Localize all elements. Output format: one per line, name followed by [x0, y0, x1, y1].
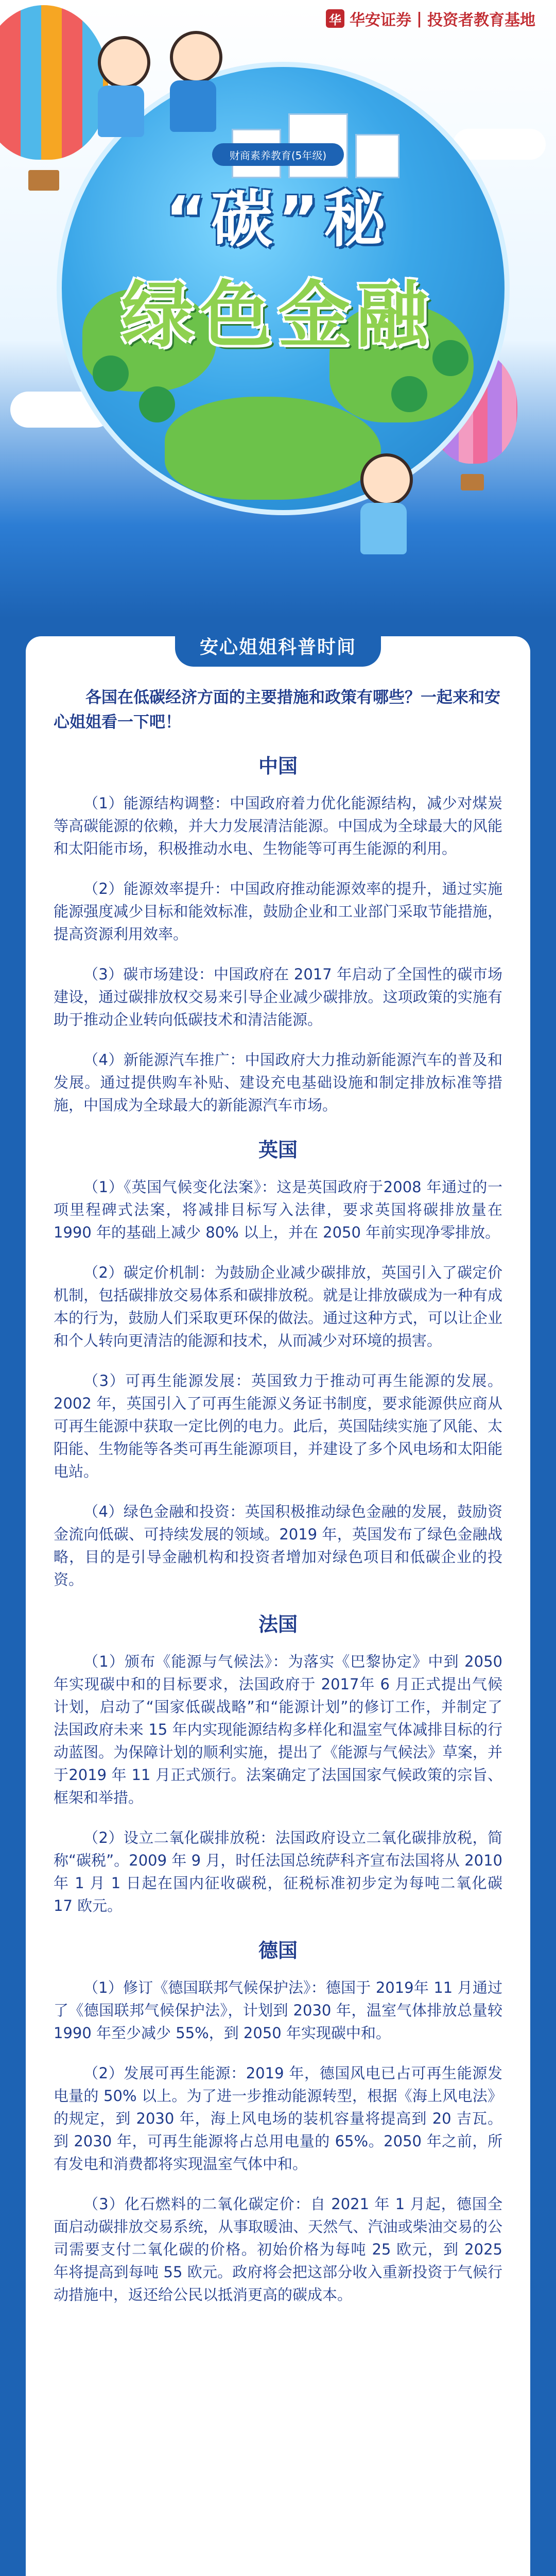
- china-paragraph-1: （1）能源结构调整：中国政府着力优化能源结构，减少对煤炭等高碳能源的依赖，并大力发展清洁能源。中国成为全球最大的风能和太阳能市场，积极推动水电、生物能等可再生能源的利用。: [54, 794, 502, 857]
- kid-illustration: [170, 31, 222, 132]
- france-paragraph-1: （1）颁布《能源与气候法》：为落实《巴黎协定》中到 2050 年实现碳中和的目标要求，法国政府于 2017年 6 月正式提出气候计划，启动了“国家低碳战略”和“能源计划”的修订工作，并制定了法国政府未来 15 年内实现能源结构多样化和温室气体减排目标的行动蓝图。为保障计划的顺利实施，提出了《能源与气候法》草案，并于2019 年 11 月正式颁行。法案确定了法国国家气候政策的宗旨、框架和举措。: [54, 1653, 502, 1806]
- cloud: [453, 129, 546, 160]
- brand-separator: |: [416, 9, 422, 28]
- hero-title-line1: “碳”秘: [165, 184, 391, 256]
- kid-illustration: [360, 453, 413, 554]
- hero-title-line2: 绿色金融: [121, 274, 435, 358]
- germany-paragraph-3: （3）化石燃料的二氧化碳定价：自 2021 年 1 月起，德国全面启动碳排放交易系统，从事取暖油、天然气、汽油或柴油交易的公司需要支付二氧化碳的价格。初始价格为每吨 25 欧元，到 2025 年将提高到每吨 55 欧元。政府将会把这部分收入重新投资于气候行动措施中，返还给公民以抵消更高的碳成本。: [54, 2195, 502, 2303]
- china-paragraph-2: （2）能源效率提升：中国政府推动能源效率的提升，通过实施能源强度减少目标和能效标准，鼓励企业和工业部门采取节能措施，提高资源利用效率。: [54, 880, 502, 943]
- country-heading-china: 中国: [258, 755, 298, 777]
- uk-paragraph-4: （4）绿色金融和投资：英国积极推动绿色金融的发展，鼓励资金流向低碳、可持续发展的领域。2019 年，英国发布了绿色金融战略，目的是引导金融机构和投资者增加对绿色项目和低碳企业的投资。: [54, 1503, 502, 1588]
- china-paragraph-3: （3）碳市场建设：中国政府在 2017 年启动了全国性的碳市场建设，通过碳排放权交易来引导企业减少碳排放。这项政策的实施有助于推动企业转向低碳技术和清洁能源。: [54, 965, 502, 1028]
- article-body: [54, 685, 502, 2324]
- hero-banner: [0, 0, 556, 618]
- uk-paragraph-2: （2）碳定价机制：为鼓励企业减少碳排放，英国引入了碳定价机制，包括碳排放交易体系和碳排放税。就是让排放碳成为一种有成本的行为，鼓励人们采取更环保的做法。通过这种方式，可以让企业和个人转向更清洁的能源和技术，从而减少对环境的损害。: [54, 1264, 502, 1349]
- brand-name: 华安证券: [350, 11, 412, 29]
- country-heading-france: 法国: [258, 1613, 298, 1636]
- grade-badge: 财商素养教育(5年级): [212, 143, 344, 166]
- uk-paragraph-3: （3）可再生能源发展：英国致力于推动可再生能源的发展。2002 年，英国引入了可再生能源义务证书制度，要求能源供应商从可再生能源中获取一定比例的电力。此后，英国陆续实施了风能、太阳能、生物能等各类可再生能源项目，并建设了多个风电场和太阳能电站。: [54, 1372, 502, 1480]
- country-heading-uk: 英国: [258, 1139, 298, 1161]
- uk-paragraph-1: （1）《英国气候变化法案》：这是英国政府于2008 年通过的一项里程碑式法案，将减排目标写入法律，要求英国将碳排放量在 1990 年的基础上减少 80% 以上，并在 2050 年前实现净零排放。: [54, 1178, 502, 1241]
- brand-logo: [326, 7, 535, 30]
- balloon-basket: [461, 474, 484, 490]
- balloon-basket: [28, 170, 59, 191]
- france-paragraph-2: （2）设立二氧化碳排放税：法国政府设立二氧化碳排放税，简称“碳税”。2009 年 9 月，时任法国总统萨科齐宣布法国将从 2010 年 1 月 1 日起在国内征收碳税，征税标准初步定为每吨二氧化碳 17 欧元。: [54, 1829, 502, 1914]
- seal-icon: 华: [326, 9, 344, 28]
- kid-illustration: [98, 36, 150, 137]
- hot-air-balloon-icon: [0, 5, 108, 160]
- china-paragraph-4: （4）新能源汽车推广：中国政府大力推动新能源汽车的普及和发展。通过提供购车补贴、建设充电基础设施和制定排放标准等措施，中国成为全球最大的新能源汽车市场。: [54, 1051, 502, 1114]
- brand-subtitle: 投资者教育基地: [427, 11, 535, 29]
- country-heading-germany: 德国: [258, 1939, 298, 1962]
- intro-text: 各国在低碳经济方面的主要措施和政策有哪些？一起来和安心姐姐看一下吧！: [54, 688, 500, 732]
- section-title: 安心姐姐科普时间: [175, 624, 381, 667]
- germany-paragraph-1: （1）修订《德国联邦气候保护法》：德国于 2019年 11 月通过了《德国联邦气候保护法》，计划到 2030 年，温室气体排放总量较 1990 年至少减少 55%，到 2050 年实现碳中和。: [54, 1979, 502, 2042]
- germany-paragraph-2: （2）发展可再生能源：2019 年，德国风电已占可再生能源发电量的 50% 以上。为了进一步推动能源转型，根据《海上风电法》的规定，到 2030 年，海上风电场的装机容量将提高到 20 吉瓦。到 2030 年，可再生能源将占总用电量的 65%。2050 年之前，所有发电和消费都将实现温室气体中和。: [54, 2064, 502, 2173]
